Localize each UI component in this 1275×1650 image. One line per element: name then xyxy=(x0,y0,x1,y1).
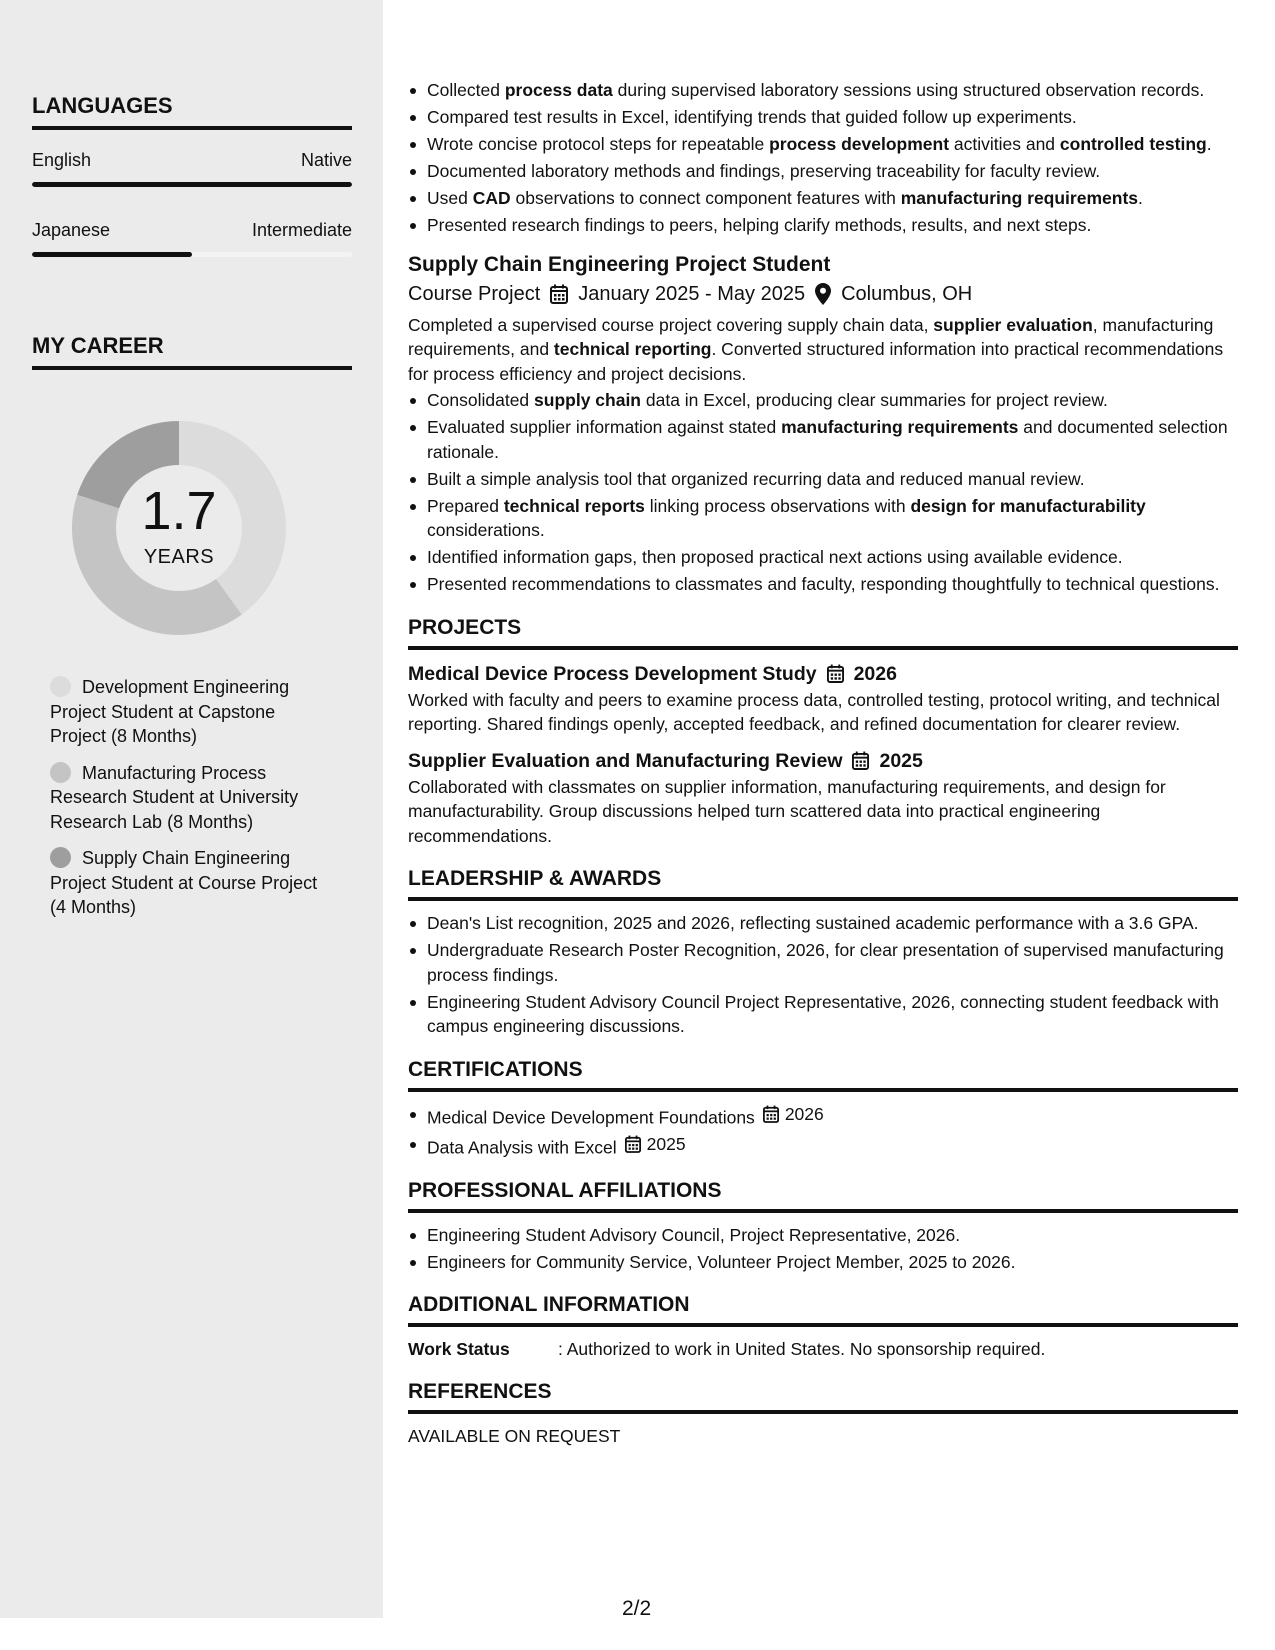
career-legend-item xyxy=(50,761,320,835)
legend-dot xyxy=(50,762,71,783)
project-item xyxy=(408,747,1238,849)
job-meta xyxy=(408,279,1238,309)
language-level: Intermediate xyxy=(251,220,352,240)
list-item: Dean's List recognition, 2025 and 2026, reflecting sustained academic performance with a 3.6 GPA. xyxy=(408,911,1238,936)
list-item: Engineers for Community Service, Volunteer Project Member, 2025 to 2026. xyxy=(408,1250,1238,1275)
list-item: Engineering Student Advisory Council, Project Representative, 2026. xyxy=(408,1223,1238,1248)
affiliations-list xyxy=(408,1223,1238,1275)
list-item: Built a simple analysis tool that organized recurring data and reduced manual review. xyxy=(408,467,1238,492)
job-location: Columbus, OH xyxy=(841,282,973,305)
job-summary: Completed a supervised course project covering supply chain data, supplier evaluation, manufacturing requirements, and technical reporting. Converted structured information into practical recommendations for process efficiency and project decisions. xyxy=(408,314,1224,384)
page-number: 2/2 xyxy=(622,1597,652,1620)
list-item: Wrote concise protocol steps for repeatable process development activities and controlled testing. xyxy=(408,132,1238,157)
work-status-value: : Authorized to work in United States. No sponsorship required. xyxy=(558,1339,1046,1359)
career-legend-label: Development Engineering Project Student at Capstone Project (8 Months) xyxy=(50,677,290,746)
additional-info-title: ADDITIONAL INFORMATION xyxy=(408,1292,1238,1327)
career-legend-item xyxy=(50,846,320,920)
list-item: Evaluated supplier information against stated manufacturing requirements and documented selection rationale. xyxy=(408,415,1238,464)
sidebar xyxy=(0,0,383,1618)
work-status-label: Work Status xyxy=(408,1339,510,1359)
project-year: 2025 xyxy=(879,749,923,772)
calendar-icon xyxy=(625,1135,641,1153)
language-bar-fill xyxy=(32,182,352,187)
language-bar-english xyxy=(32,182,352,187)
career-donut-chart xyxy=(64,413,294,643)
list-item: Consolidated supply chain data in Excel, producing clear summaries for project review. xyxy=(408,388,1238,413)
list-item: Presented research findings to peers, helping clarify methods, results, and next steps. xyxy=(408,213,1238,238)
affiliations-title: PROFESSIONAL AFFILIATIONS xyxy=(408,1178,1238,1213)
career-donut-center xyxy=(64,413,294,643)
references-text: AVAILABLE ON REQUEST xyxy=(408,1426,621,1446)
calendar-icon xyxy=(550,284,568,304)
career-legend-label: Supply Chain Engineering Project Student at Course Project (4 Months) xyxy=(50,848,318,917)
language-name: English xyxy=(32,150,92,170)
language-level: Native xyxy=(300,150,352,170)
projects-title: PROJECTS xyxy=(408,615,1238,650)
list-item: Engineering Student Advisory Council Project Representative, 2026, connecting student feedback with campus engineering discussions. xyxy=(408,990,1238,1039)
calendar-icon xyxy=(827,664,844,683)
career-total-unit: YEARS xyxy=(143,545,215,568)
project-title-row xyxy=(408,660,1238,688)
list-item xyxy=(408,1102,1238,1130)
career-title: MY CAREER xyxy=(32,333,352,370)
list-item: Identified information gaps, then proposed practical next actions using available evidence. xyxy=(408,545,1238,570)
list-item xyxy=(408,1132,1238,1160)
list-item: Used CAD observations to connect component features with manufacturing requirements. xyxy=(408,186,1238,211)
location-pin-icon xyxy=(815,283,831,305)
languages-title: LANGUAGES xyxy=(32,93,352,130)
legend-dot xyxy=(50,676,71,697)
leadership-title: LEADERSHIP & AWARDS xyxy=(408,866,1238,901)
cert-date xyxy=(763,1102,824,1127)
career-legend-item xyxy=(50,675,320,749)
career-total-years: 1.7 xyxy=(141,480,217,541)
language-bar-fill xyxy=(32,252,192,257)
job-dates: January 2025 - May 2025 xyxy=(578,282,806,305)
project-description: Worked with faculty and peers to examine process data, controlled testing, protocol writing, and technical reporting. Shared findings openly, accepted feedback, and refined documentation for clearer review. xyxy=(408,689,1220,734)
job-bullets xyxy=(408,388,1238,597)
work-status-row xyxy=(408,1337,1238,1361)
certifications-list xyxy=(408,1102,1238,1160)
cert-year: 2025 xyxy=(646,1133,686,1154)
career-legend-label: Manufacturing Process Research Student at University Research Lab (8 Months) xyxy=(50,762,299,832)
job-title: Supply Chain Engineering Project Student xyxy=(408,252,831,276)
main-content xyxy=(408,78,1238,1448)
cert-date xyxy=(625,1132,686,1157)
legend-dot xyxy=(50,847,71,868)
project-name: Medical Device Process Development Study xyxy=(408,662,817,685)
job-org: Course Project xyxy=(408,282,541,305)
cert-name: Medical Device Development Foundations xyxy=(427,1106,755,1127)
cert-year: 2026 xyxy=(784,1103,824,1124)
project-title-row xyxy=(408,747,1238,775)
list-item: Presented recommendations to classmates and faculty, responding thoughtfully to technical questions. xyxy=(408,572,1238,597)
project-name: Supplier Evaluation and Manufacturing Review xyxy=(408,749,843,772)
list-item: Prepared technical reports linking process observations with design for manufacturability considerations. xyxy=(408,494,1238,543)
leadership-list xyxy=(408,911,1238,1039)
calendar-icon xyxy=(852,751,869,770)
project-item xyxy=(408,660,1238,737)
calendar-icon xyxy=(763,1105,779,1123)
list-item: Collected process data during supervised laboratory sessions using structured observation records. xyxy=(408,78,1238,103)
project-description: Collaborated with classmates on supplier information, manufacturing requirements, and design for manufacturability. Group discussions helped turn scattered data into practical engineering recommendations. xyxy=(408,776,1166,846)
language-name: Japanese xyxy=(32,220,111,240)
previous-job-bullets xyxy=(408,78,1238,238)
language-row-japanese xyxy=(32,220,352,241)
language-bar-japanese xyxy=(32,252,352,257)
project-year: 2026 xyxy=(853,662,897,685)
list-item: Compared test results in Excel, identifying trends that guided follow up experiments. xyxy=(408,105,1238,130)
career-legend xyxy=(50,675,320,932)
certifications-title: CERTIFICATIONS xyxy=(408,1057,1238,1092)
language-row-english xyxy=(32,150,352,171)
list-item: Undergraduate Research Poster Recognition, 2026, for clear presentation of supervised manufacturing process findings. xyxy=(408,938,1238,987)
references-title: REFERENCES xyxy=(408,1379,1238,1414)
list-item: Documented laboratory methods and findings, preserving traceability for faculty review. xyxy=(408,159,1238,184)
cert-name: Data Analysis with Excel xyxy=(427,1137,617,1157)
